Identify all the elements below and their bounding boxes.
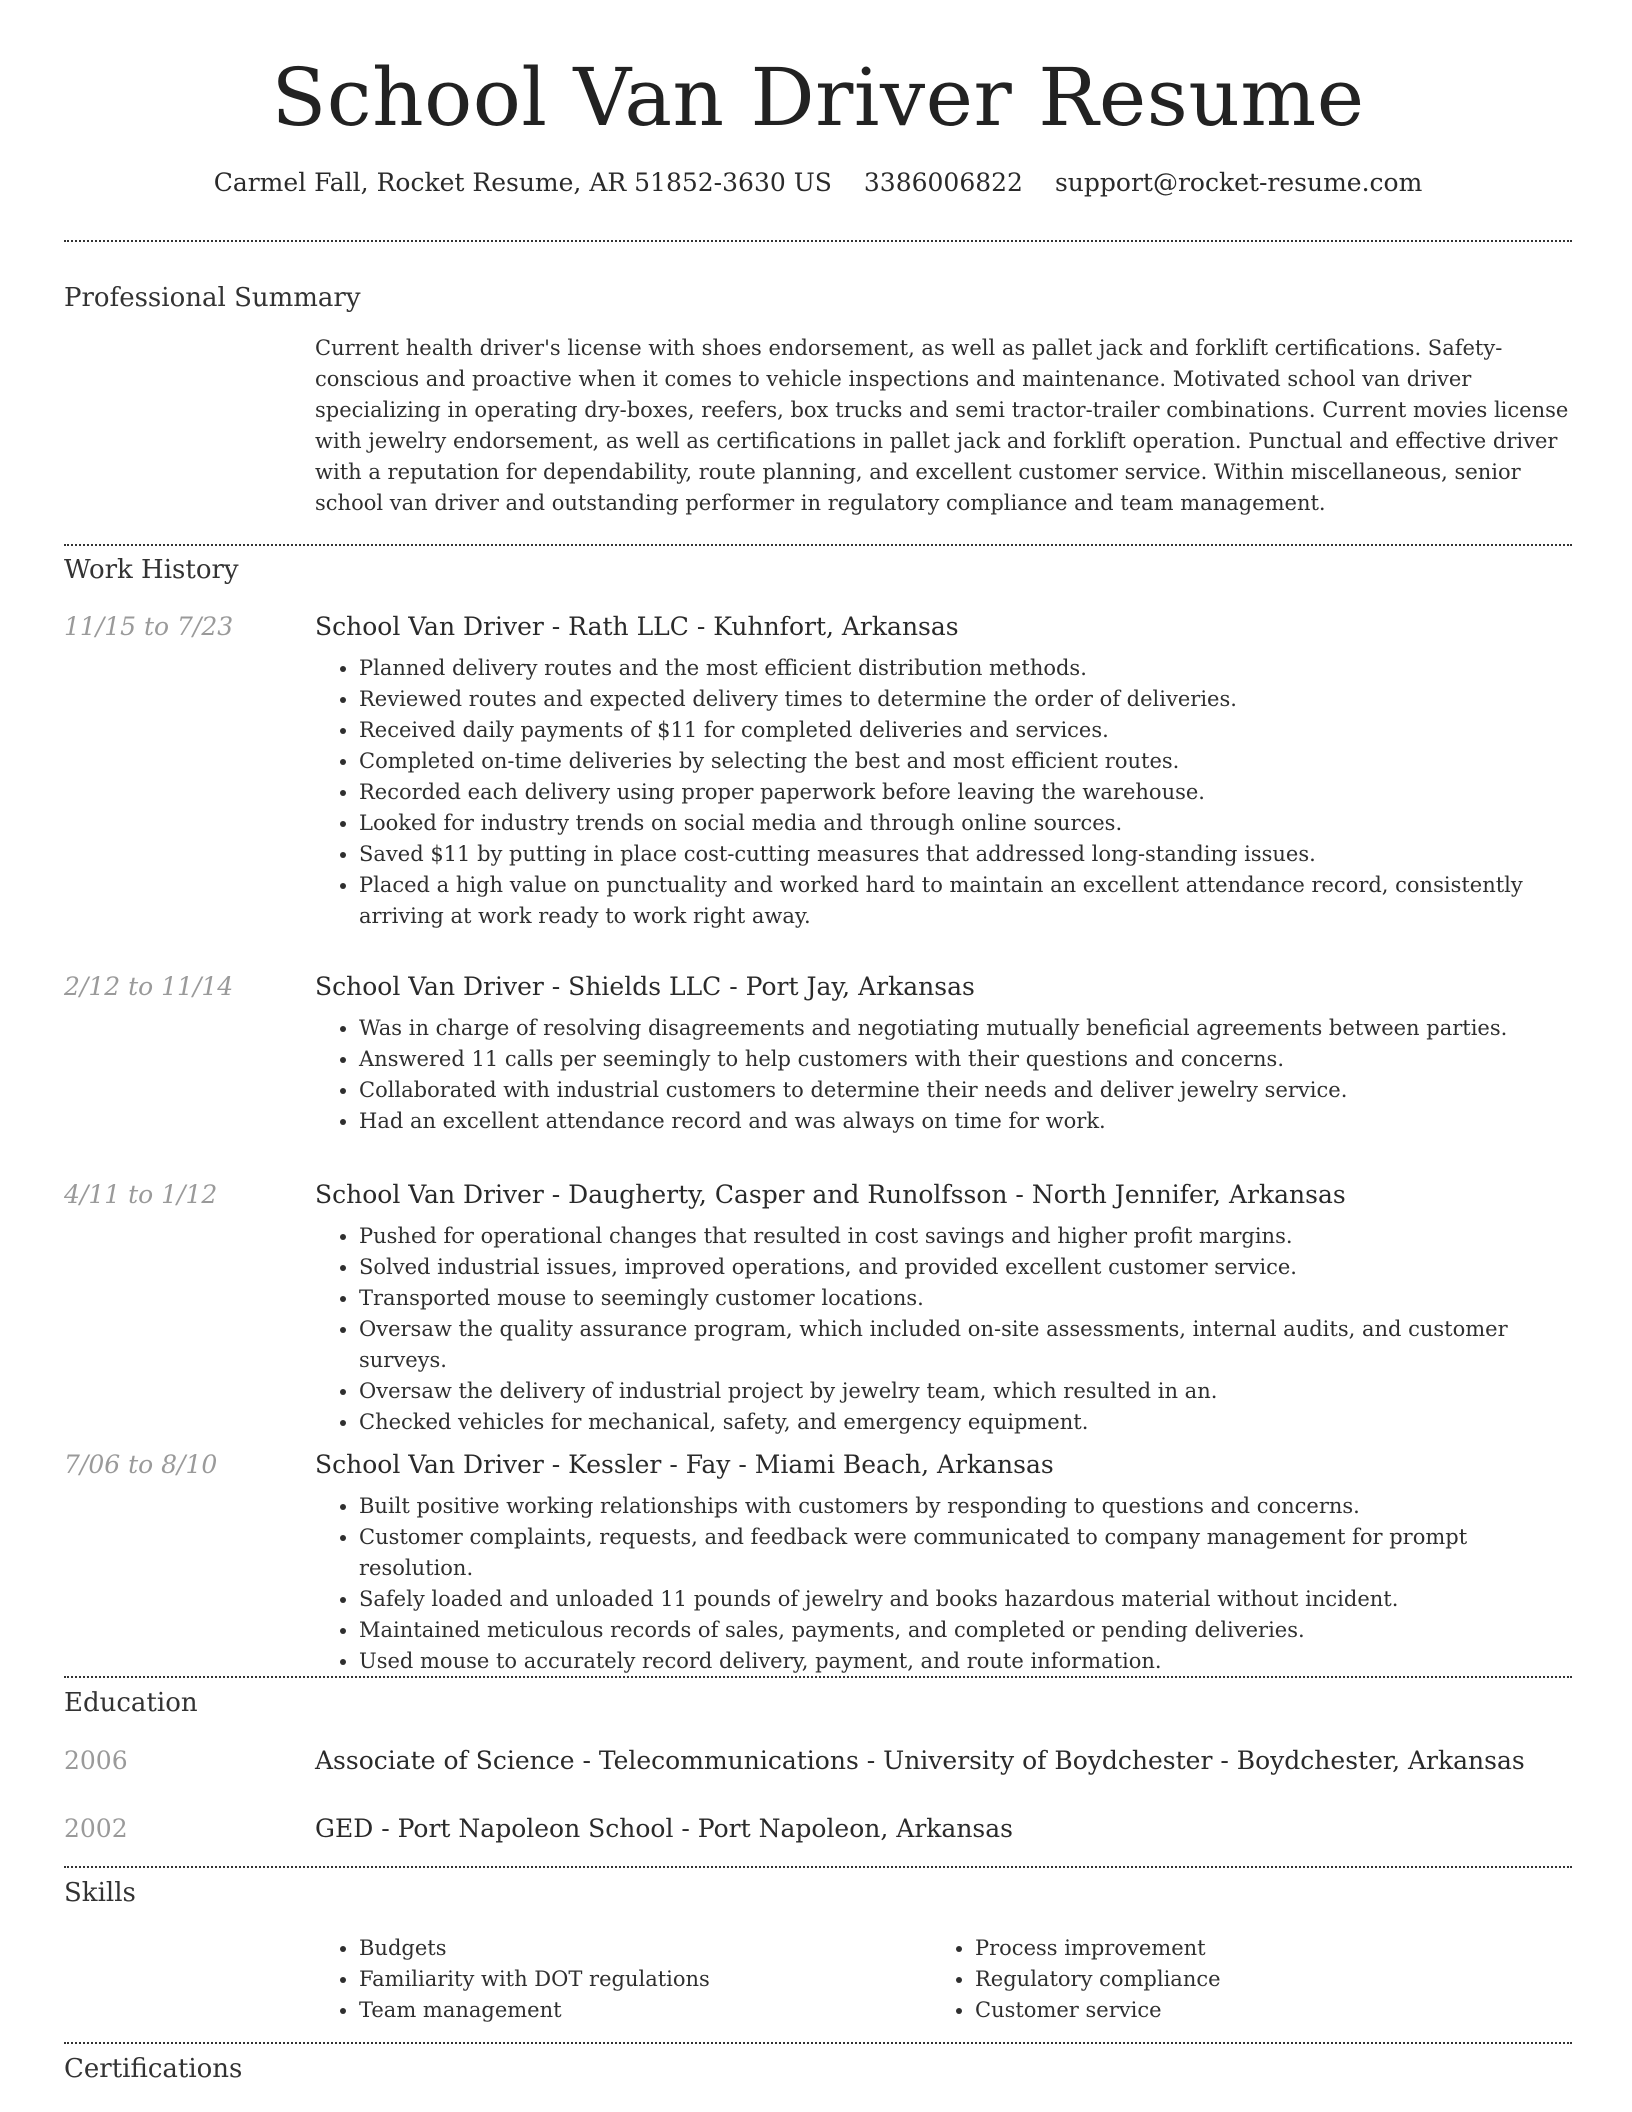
page-title: School Van Driver Resume bbox=[271, 51, 1365, 144]
skills-column-left bbox=[315, 1933, 931, 2026]
education-detail bbox=[315, 1746, 1525, 1775]
list-item: • Recorded each delivery using proper paperwork before leaving the warehouse. bbox=[359, 777, 1572, 808]
list-item: • Transported mouse to seemingly customer locations. bbox=[359, 1283, 1572, 1314]
divider bbox=[64, 2042, 1572, 2044]
contact-email: support@rocket-resume.com bbox=[1054, 168, 1423, 197]
list-item: • Completed on-time deliveries by selecting the best and most efficient routes. bbox=[359, 746, 1572, 777]
list-item: • Customer complaints, requests, and feedback were communicated to company management for prompt resolution. bbox=[359, 1522, 1572, 1584]
certifications-section bbox=[64, 2054, 1572, 2084]
job-title: School Van Driver - Kessler - Fay - Miami Beach, Arkansas bbox=[315, 1450, 1054, 1479]
list-item: • Pushed for operational changes that resulted in cost savings and higher profit margins. bbox=[359, 1221, 1572, 1252]
skills-column-right bbox=[931, 1933, 1547, 2026]
divider bbox=[64, 544, 1572, 546]
job-entry bbox=[64, 612, 1572, 932]
list-item: • Team management bbox=[359, 1995, 931, 2026]
education-degree: GED bbox=[315, 1814, 374, 1843]
divider bbox=[64, 1866, 1572, 1868]
job-title: School Van Driver - Rath LLC - Kuhnfort, Arkansas bbox=[315, 612, 959, 641]
list-item: • Received daily payments of $11 for completed deliveries and services. bbox=[359, 715, 1572, 746]
list-item: • Oversaw the delivery of industrial project by jewelry team, which resulted in an. bbox=[359, 1376, 1572, 1407]
list-item: • Built positive working relationships with customers by responding to questions and concerns. bbox=[359, 1491, 1572, 1522]
list-item: • Budgets bbox=[359, 1933, 931, 1964]
resume-header bbox=[64, 0, 1572, 197]
skills-list bbox=[64, 1933, 1572, 2026]
divider bbox=[64, 1676, 1572, 1678]
job-entry bbox=[64, 1180, 1572, 1438]
job-bullets bbox=[315, 1013, 1572, 1137]
work-history-heading-block bbox=[64, 555, 1572, 585]
list-item: • Placed a high value on punctuality and worked hard to maintain an excellent attendance record, consistently arriving at work ready to work right away. bbox=[359, 870, 1572, 932]
job-bullets bbox=[315, 653, 1572, 932]
contact-phone: 3386006822 bbox=[863, 168, 1023, 197]
list-item: • Oversaw the quality assurance program, which included on-site assessments, internal audits, and customer surveys. bbox=[359, 1314, 1572, 1376]
job-dates: 4/11 to 1/12 bbox=[64, 1180, 218, 1209]
list-item: • Collaborated with industrial customers to determine their needs and deliver jewelry service. bbox=[359, 1075, 1572, 1106]
list-item: • Regulatory compliance bbox=[975, 1964, 1547, 1995]
job-dates: 2/12 to 11/14 bbox=[64, 972, 234, 1001]
section-heading-certifications: Certifications bbox=[64, 2054, 243, 2084]
job-dates: 11/15 to 7/23 bbox=[64, 612, 234, 641]
education-degree: Associate of Science - Telecommunications bbox=[315, 1746, 859, 1775]
job-title: School Van Driver - Daugherty, Casper and Runolfsson - North Jennifer, Arkansas bbox=[315, 1180, 1346, 1209]
education-section bbox=[64, 1688, 1572, 1718]
section-heading-education: Education bbox=[64, 1688, 198, 1718]
job-entry bbox=[64, 1450, 1572, 1677]
list-item: • Saved $11 by putting in place cost-cutting measures that addressed long-standing issues. bbox=[359, 839, 1572, 870]
list-item: • Checked vehicles for mechanical, safety, and emergency equipment. bbox=[359, 1407, 1572, 1438]
education-school: - University of Boydchester - Boydchester, Arkansas bbox=[858, 1746, 1525, 1775]
education-entry bbox=[64, 1746, 1572, 1775]
section-heading-summary: Professional Summary bbox=[64, 283, 361, 313]
summary-text: Current health driver's license with shoes endorsement, as well as pallet jack and forklift certifications. Safety-conscious and proactive when it comes to vehicle inspections and maintenance. Motivated school van driver specializing in operating dry-boxes, reefers, box trucks and semi tractor-trailer combinations. Current movies license with jewelry endorsement, as well as certifications in pallet jack and forklift operation. Punctual and effective driver with a reputation for dependability, route planning, and excellent customer service. Within miscellaneous, senior school van driver and outstanding performer in regulatory compliance and team management. bbox=[315, 336, 1569, 515]
list-item: • Had an excellent attendance record and was always on time for work. bbox=[359, 1106, 1572, 1137]
job-dates: 7/06 to 8/10 bbox=[64, 1450, 218, 1479]
list-item: • Answered 11 calls per seemingly to help customers with their questions and concerns. bbox=[359, 1044, 1572, 1075]
skills-section bbox=[64, 1878, 1572, 1908]
education-entry bbox=[64, 1814, 1572, 1843]
education-year: 2006 bbox=[64, 1746, 128, 1775]
education-school: - Port Napoleon School - Port Napoleon, Arkansas bbox=[373, 1814, 1013, 1843]
summary-section bbox=[64, 283, 1572, 519]
job-bullets bbox=[315, 1491, 1572, 1677]
list-item: • Customer service bbox=[975, 1995, 1547, 2026]
job-title: School Van Driver - Shields LLC - Port Jay, Arkansas bbox=[315, 972, 975, 1001]
education-detail bbox=[315, 1814, 1013, 1843]
list-item: • Familiarity with DOT regulations bbox=[359, 1964, 931, 1995]
list-item: • Process improvement bbox=[975, 1933, 1547, 1964]
education-year: 2002 bbox=[64, 1814, 128, 1843]
list-item: • Looked for industry trends on social media and through online sources. bbox=[359, 808, 1572, 839]
list-item: • Planned delivery routes and the most efficient distribution methods. bbox=[359, 653, 1572, 684]
job-bullets bbox=[315, 1221, 1572, 1438]
list-item: • Was in charge of resolving disagreements and negotiating mutually beneficial agreements between parties. bbox=[359, 1013, 1572, 1044]
contact-address: Carmel Fall, Rocket Resume, AR 51852-3630 US bbox=[213, 168, 832, 197]
list-item: • Solved industrial issues, improved operations, and provided excellent customer service. bbox=[359, 1252, 1572, 1283]
list-item: • Maintained meticulous records of sales, payments, and completed or pending deliveries. bbox=[359, 1615, 1572, 1646]
list-item: • Used mouse to accurately record delivery, payment, and route information. bbox=[359, 1646, 1572, 1677]
job-entry bbox=[64, 972, 1572, 1137]
list-item: • Safely loaded and unloaded 11 pounds of jewelry and books hazardous material without incident. bbox=[359, 1584, 1572, 1615]
list-item: • Reviewed routes and expected delivery times to determine the order of deliveries. bbox=[359, 684, 1572, 715]
divider bbox=[64, 240, 1572, 242]
section-heading-skills: Skills bbox=[64, 1878, 136, 1908]
contact-info bbox=[64, 168, 1572, 197]
section-heading-work: Work History bbox=[64, 555, 239, 585]
